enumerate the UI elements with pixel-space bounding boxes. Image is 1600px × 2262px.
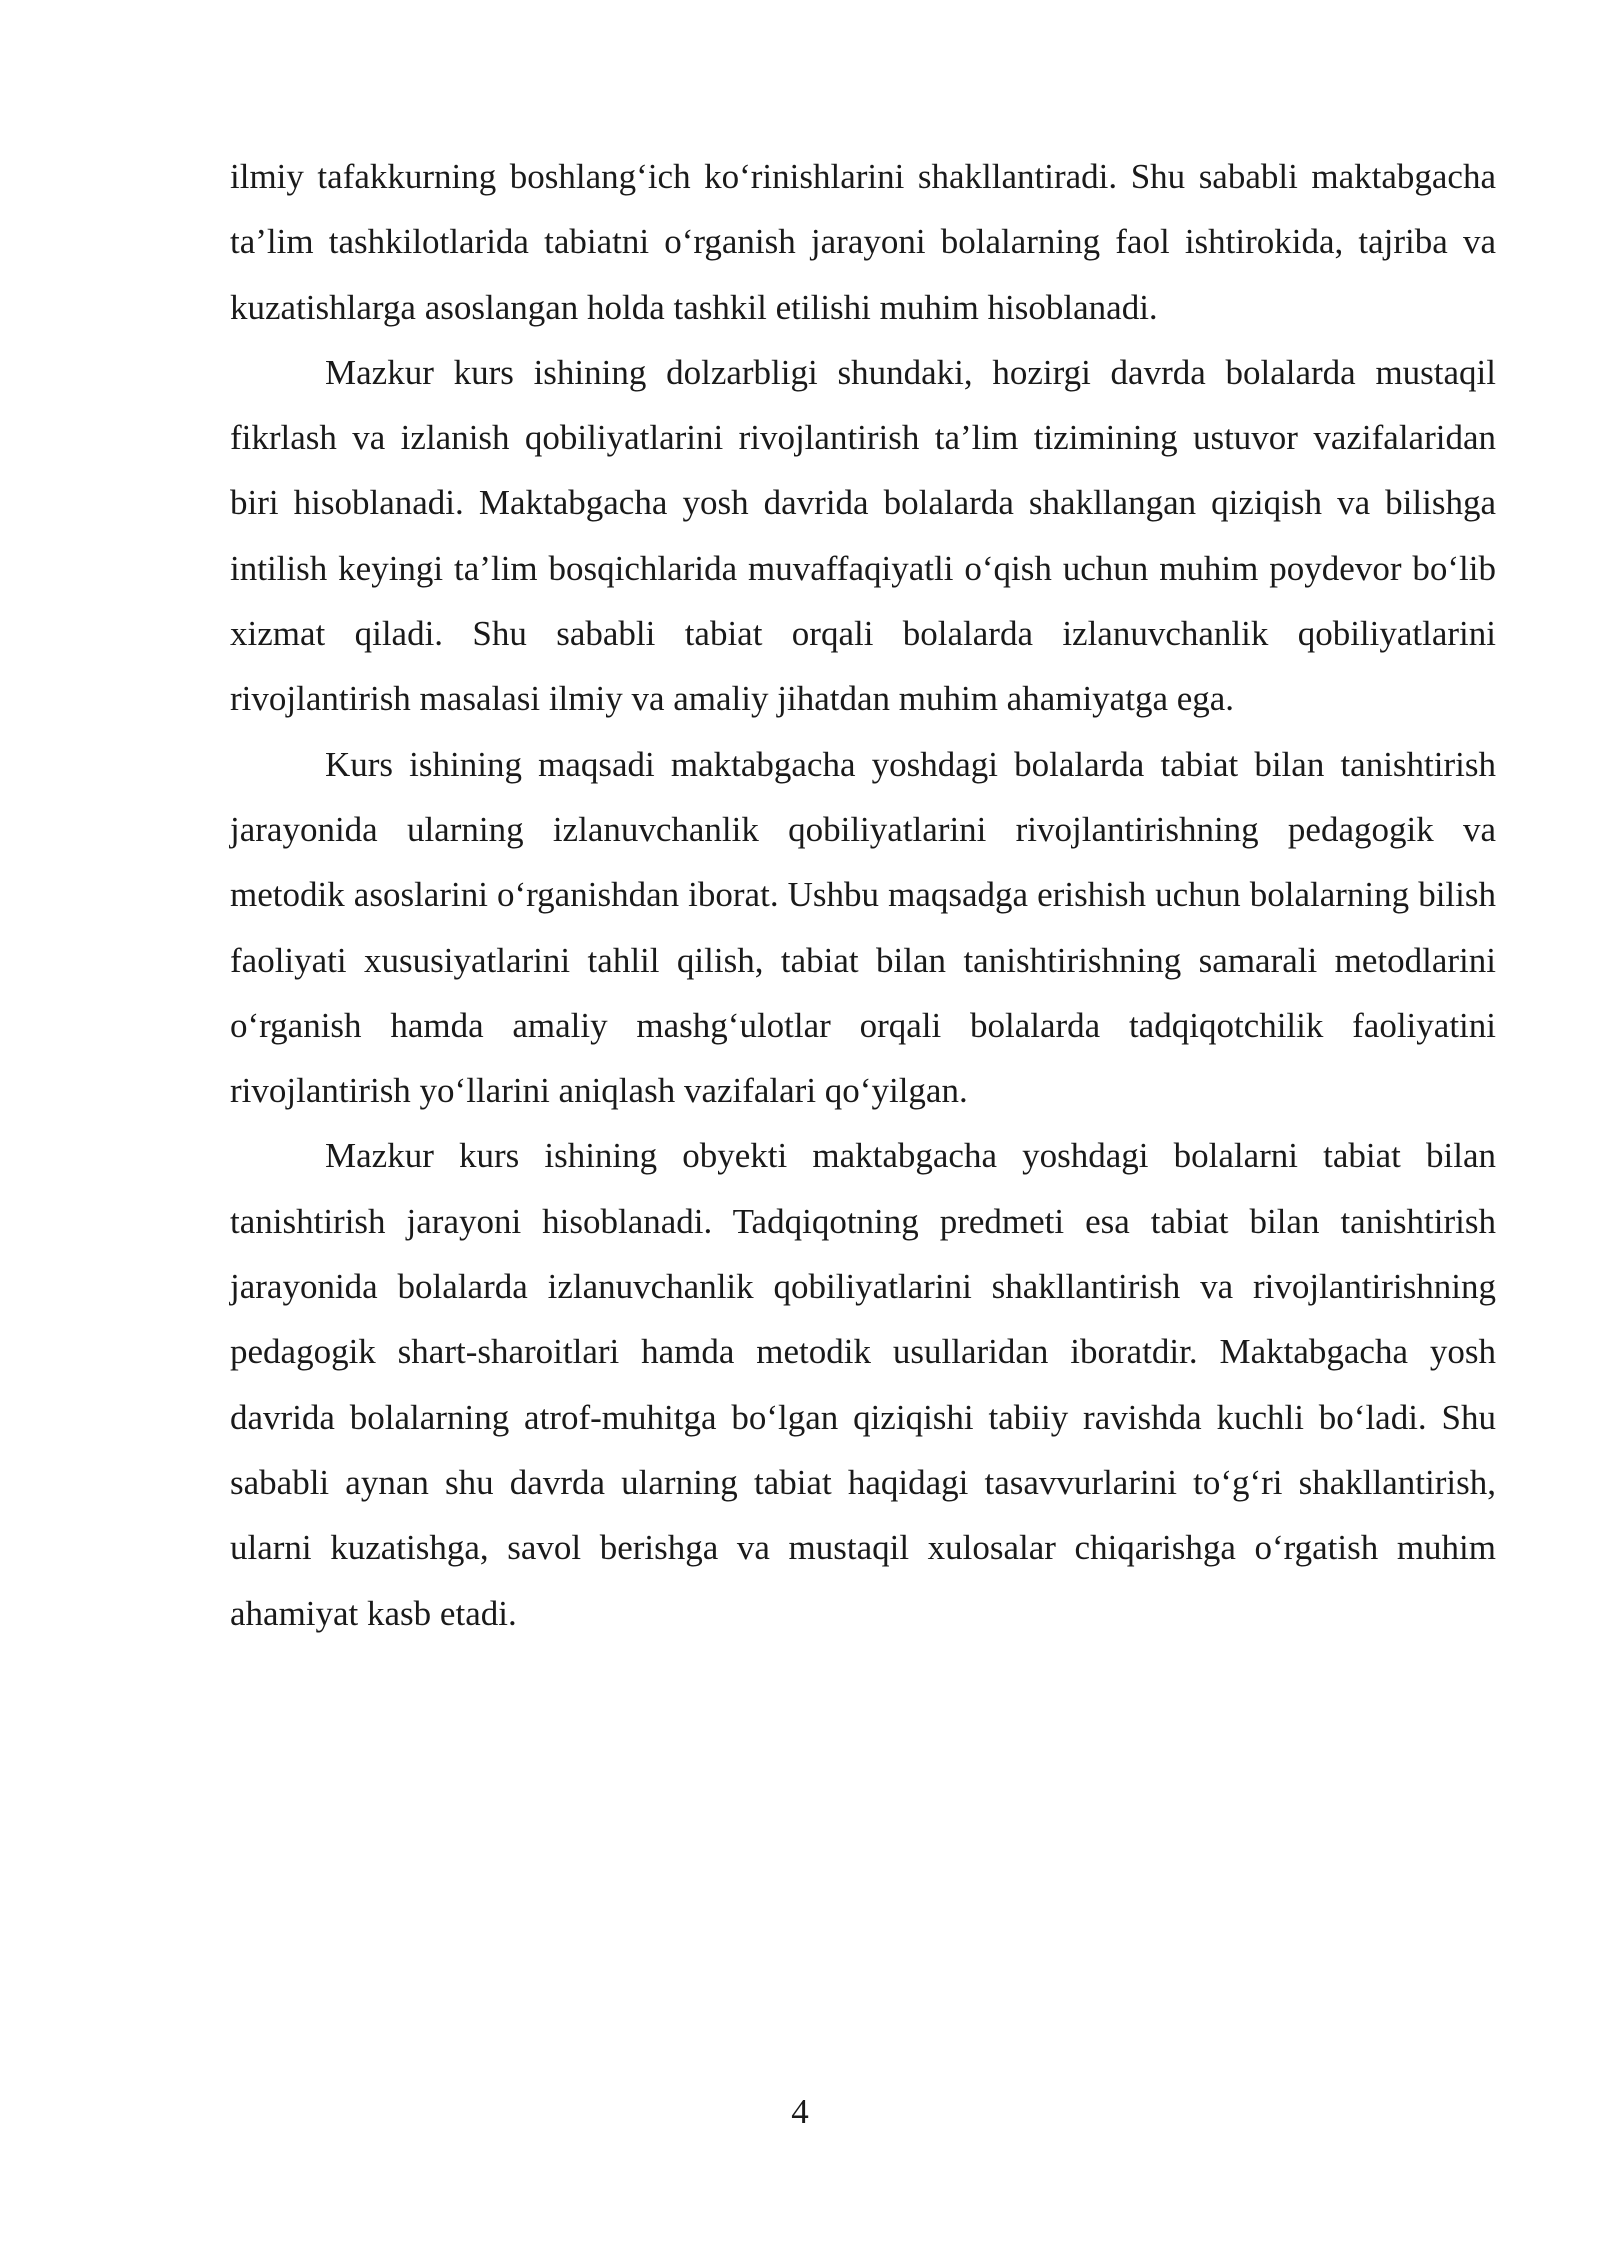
paragraph-continuation: ilmiy tafakkurning boshlang‘ich ko‘rinishlarini shakllantiradi. Shu sababli maktabgacha ta’lim tashkilotlarida tabiatni o‘rganish jarayoni bolalarning faol ishtirokida, tajriba va kuzatishlarga asoslangan holda tashkil etilishi muhim hisoblanadi.: [230, 157, 1496, 327]
paragraph-relevance: Mazkur kurs ishining dolzarbligi shundaki, hozirgi davrda bolalarda mustaqil fikrlash va izlanish qobiliyatlarini rivojlantirish ta’lim tizimining ustuvor vazifalaridan biri hisoblanadi. Maktabgacha yosh davrida bolalarda shakllangan qiziqish va bilishga intilish keyingi ta’lim bosqichlarida muvaffaqiyatli o‘qish uchun muhim poydevor bo‘lib xizmat qiladi. Shu sababli tabiat orqali bolalarda izlanuvchanlik qobiliyatlarini rivojlantirish masalasi ilmiy va amaliy jihatdan muhim ahamiyatga ega.: [230, 352, 1496, 719]
paragraph-object-subject: Mazkur kurs ishining obyekti maktabgacha yoshdagi bolalarni tabiat bilan tanishtirish jarayoni hisoblanadi. Tadqiqotning predmeti esa tabiat bilan tanishtirish jarayonida bolalarda izlanuvchanlik qobiliyatlarini shakllantirish va rivojlantirishning pedagogik shart-sharoitlari hamda metodik usullaridan iboratdir. Maktabgacha yosh davrida bolalarning atrof-muhitga bo‘lgan qiziqishi tabiiy ravishda kuchli bo‘ladi. Shu sababli aynan shu davrda ularning tabiat haqidagi tasavvurlarini to‘g‘ri shakllantirish, ularni kuzatishga, savol berishga va mustaqil xulosalar chiqarishga o‘rgatish muhim ahamiyat kasb etadi.: [230, 1136, 1496, 1633]
paragraph-goal: Kurs ishining maqsadi maktabgacha yoshdagi bolalarda tabiat bilan tanishtirish jarayonida ularning izlanuvchanlik qobiliyatlarini rivojlantirishning pedagogik va metodik asoslarini o‘rganishdan iborat. Ushbu maqsadga erishish uchun bolalarning bilish faoliyati xususiyatlarini tahlil qilish, tabiat bilan tanishtirishning samarali metodlarini o‘rganish hamda amaliy mashg‘ulotlar orqali bolalarda tadqiqotchilik faoliyatini rivojlantirish yo‘llarini aniqlash vazifalari qo‘yilgan.: [230, 744, 1496, 1111]
page-number: 4: [791, 2092, 809, 2131]
document-body: [230, 144, 1496, 1646]
